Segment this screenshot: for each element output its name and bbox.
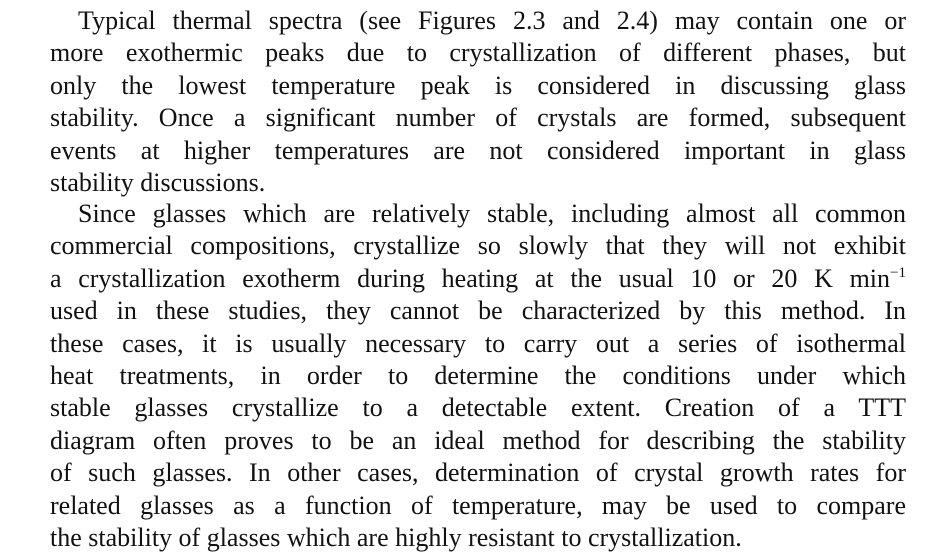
unit-exponent: −1 — [890, 264, 906, 281]
text-line: stability. Once a significant number of crystals are formed, subsequent — [50, 103, 906, 133]
text-line: these cases, it is usually necessary to carry out a series of isothermal — [50, 328, 906, 358]
text-line: heat treatments, in order to determine the conditions under which — [50, 360, 906, 390]
paragraph-1 — [50, 5, 906, 199]
text-line: more exothermic peaks due to crystallization of different phases, but — [50, 38, 906, 68]
text-line: diagram often proves to be an ideal method for describing the stability — [50, 425, 906, 455]
text-line: of such glasses. In other cases, determination of crystal growth rates for — [50, 458, 906, 488]
text-line-body: a crystallization exotherm during heating at the usual 10 or 20 K min — [50, 263, 891, 293]
paragraph-2 — [50, 198, 906, 554]
text-line: events at higher temperatures are not considered important in glass — [50, 135, 906, 165]
text-line-with-unit — [50, 263, 906, 295]
text-line: Since glasses which are relatively stable, including almost all common — [78, 199, 906, 228]
text-line: commercial compositions, crystallize so slowly that they will not exhibit — [50, 231, 906, 261]
text-line: stable glasses crystallize to a detectable extent. Creation of a TTT — [50, 393, 906, 423]
text-line: the stability of glasses which are highly resistant to crystallization. — [50, 522, 742, 552]
text-line: only the lowest temperature peak is considered in discussing glass — [50, 70, 906, 100]
text-line: Typical thermal spectra (see Figures 2.3 and 2.4) may contain one or — [78, 6, 906, 35]
text-line: stability discussions. — [50, 167, 266, 197]
text-line: related glasses as a function of temperature, may be used to compare — [50, 490, 906, 520]
text-line: used in these studies, they cannot be characterized by this method. In — [50, 296, 906, 326]
